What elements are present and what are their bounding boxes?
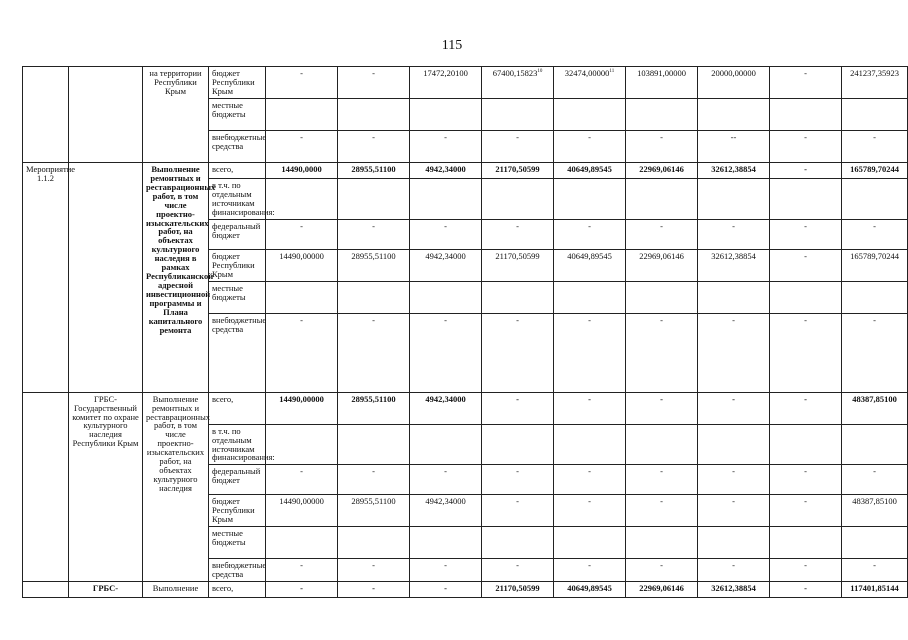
year-value-cell <box>266 179 338 220</box>
total-value-cell <box>842 495 908 527</box>
cell-value: 14490,00000 <box>279 496 324 507</box>
cell-value: 17472,20100 <box>423 68 468 78</box>
cell-value: - <box>300 220 303 231</box>
year-value-cell <box>482 465 554 495</box>
cell-value: - <box>804 164 807 174</box>
year-value-cell <box>698 559 770 582</box>
year-value-cell <box>626 219 698 249</box>
year-value-cell <box>266 99 338 131</box>
funding-source-cell: всего, <box>209 163 266 179</box>
year-value-cell <box>626 559 698 582</box>
year-value-cell <box>338 313 410 392</box>
cell-value: - <box>804 496 807 507</box>
cell-value: 117401,85144 <box>850 583 899 594</box>
year-value-cell <box>410 559 482 582</box>
year-value-cell <box>698 392 770 424</box>
table-row <box>23 392 908 424</box>
cell-value: -- <box>730 132 737 142</box>
cell-value: - <box>732 314 735 325</box>
year-value-cell <box>554 131 626 163</box>
total-value-cell <box>842 313 908 392</box>
cell-value: 28955,51100 <box>351 250 396 261</box>
year-value-cell <box>482 582 554 598</box>
year-value-cell <box>770 99 842 131</box>
cell-value: 40649,89545 <box>567 164 612 174</box>
cell-value: 48387,85100 <box>852 496 897 507</box>
year-value-cell <box>626 495 698 527</box>
year-value-cell <box>266 559 338 582</box>
year-value-cell <box>554 67 626 99</box>
cell-value: 14490,0000 <box>281 164 322 174</box>
year-value-cell <box>338 219 410 249</box>
year-value-cell <box>482 424 554 465</box>
cell-value: 165789,70244 <box>850 164 899 174</box>
year-value-cell <box>338 131 410 163</box>
year-value-cell <box>338 179 410 220</box>
year-value-cell <box>482 219 554 249</box>
year-value-cell <box>626 163 698 179</box>
cell-value: 4942,34000 <box>425 250 466 261</box>
year-value-cell <box>770 495 842 527</box>
cell-value: - <box>300 132 303 142</box>
year-value-cell <box>482 313 554 392</box>
funding-source-cell: в т.ч. по отдельным источникам финансирования: <box>209 179 266 220</box>
year-value-cell <box>770 424 842 465</box>
cell-value: 21170,50599 <box>495 164 540 174</box>
cell-value: 22969,06146 <box>639 164 684 174</box>
funding-source-cell: в т.ч. по отдельным источникам финансирования: <box>209 424 266 465</box>
year-value-cell <box>626 465 698 495</box>
year-value-cell <box>266 219 338 249</box>
year-value-cell <box>770 392 842 424</box>
year-value-cell <box>698 527 770 559</box>
year-value-cell <box>770 527 842 559</box>
year-value-cell <box>698 582 770 598</box>
cell-value: - <box>516 220 519 231</box>
funding-source-cell: федеральный бюджет <box>209 465 266 495</box>
year-value-cell <box>482 67 554 99</box>
year-value-cell <box>554 219 626 249</box>
year-value-cell <box>770 559 842 582</box>
year-value-cell <box>626 392 698 424</box>
cell-value: 67400,15823 <box>492 68 538 78</box>
year-value-cell <box>338 99 410 131</box>
cell-value: - <box>516 314 519 325</box>
footnote-mark: 11 <box>609 69 615 75</box>
cell-value: - <box>804 132 807 142</box>
cell-value: 241237,35923 <box>850 68 899 78</box>
budget-table <box>22 66 908 598</box>
year-value-cell <box>410 179 482 220</box>
cell-value: - <box>444 132 447 142</box>
year-value-cell <box>626 249 698 281</box>
cell-value: - <box>372 314 375 325</box>
table-row <box>23 163 908 179</box>
cell-value: - <box>444 466 447 477</box>
cell-value: - <box>732 220 735 231</box>
year-value-cell <box>410 495 482 527</box>
cell-value: 32612,38854 <box>711 250 756 261</box>
cell-value: 22969,06146 <box>639 250 684 261</box>
cell-value: 32474,00000 <box>564 68 610 78</box>
year-value-cell <box>338 495 410 527</box>
cell-value: 14490,00000 <box>279 393 324 404</box>
cell-value: 40649,89545 <box>567 250 612 261</box>
cell-value: - <box>444 220 447 231</box>
year-value-cell <box>266 249 338 281</box>
year-value-cell <box>770 582 842 598</box>
cell-value: - <box>660 220 663 231</box>
year-value-cell <box>554 582 626 598</box>
year-value-cell <box>698 219 770 249</box>
cell-value: - <box>873 132 876 142</box>
year-value-cell <box>338 392 410 424</box>
cell-value: 32612,38854 <box>711 164 756 174</box>
cell-value: - <box>300 583 303 594</box>
cell-value: 103891,00000 <box>637 68 686 78</box>
funding-source-cell: всего, <box>209 392 266 424</box>
year-value-cell <box>410 281 482 313</box>
year-value-cell <box>554 465 626 495</box>
year-value-cell <box>482 559 554 582</box>
cell-value: - <box>660 560 663 571</box>
responsible-cell <box>69 67 143 163</box>
cell-value: - <box>300 68 303 78</box>
cell-value: - <box>588 220 591 231</box>
footnote-mark: 10 <box>537 69 543 75</box>
year-value-cell <box>266 527 338 559</box>
cell-value: - <box>588 132 591 142</box>
cell-value: 22969,06146 <box>639 583 684 594</box>
measure-name-cell: на территории Республики Крым <box>143 67 209 163</box>
year-value-cell <box>626 179 698 220</box>
cell-value: 21170,50599 <box>495 250 540 261</box>
funding-source-cell: внебюджетные средства <box>209 559 266 582</box>
year-value-cell <box>626 131 698 163</box>
cell-value: - <box>372 466 375 477</box>
cell-value: 4942,34000 <box>425 496 466 507</box>
total-value-cell <box>842 392 908 424</box>
year-value-cell <box>266 163 338 179</box>
year-value-cell <box>410 249 482 281</box>
year-value-cell <box>338 559 410 582</box>
cell-value: 165789,70244 <box>850 250 899 261</box>
total-value-cell <box>842 559 908 582</box>
funding-source-cell: бюджет Республики Крым <box>209 67 266 99</box>
year-value-cell <box>482 179 554 220</box>
cell-value: - <box>804 68 807 78</box>
year-value-cell <box>338 424 410 465</box>
cell-value: - <box>444 583 447 594</box>
total-value-cell <box>842 179 908 220</box>
year-value-cell <box>338 249 410 281</box>
year-value-cell <box>698 313 770 392</box>
measure-number-cell <box>23 67 69 163</box>
year-value-cell <box>266 281 338 313</box>
total-value-cell <box>842 163 908 179</box>
year-value-cell <box>338 527 410 559</box>
cell-value: 4942,34000 <box>425 164 466 174</box>
year-value-cell <box>410 67 482 99</box>
year-value-cell <box>482 131 554 163</box>
cell-value: 32612,38854 <box>711 583 756 594</box>
total-value-cell <box>842 281 908 313</box>
year-value-cell <box>554 99 626 131</box>
cell-value: - <box>660 393 663 404</box>
year-value-cell <box>554 163 626 179</box>
cell-value: - <box>372 220 375 231</box>
measure-name-cell: Выполнение <box>143 582 209 598</box>
cell-value: - <box>516 466 519 477</box>
total-value-cell <box>842 219 908 249</box>
year-value-cell <box>482 495 554 527</box>
year-value-cell <box>266 67 338 99</box>
funding-source-cell: местные бюджеты <box>209 281 266 313</box>
measure-name-cell: Выполнение ремонтных и реставрационных работ, в том числе проектно-изыскательских работ, на объектах культурного наследия в рамках Республиканской адресной инвестиционной программы и Плана капитального ремонта <box>143 163 209 393</box>
cell-value: 40649,89545 <box>567 583 612 594</box>
year-value-cell <box>338 67 410 99</box>
total-value-cell <box>842 582 908 598</box>
cell-value: - <box>516 393 519 404</box>
cell-value: - <box>804 466 807 477</box>
year-value-cell <box>626 281 698 313</box>
year-value-cell <box>554 424 626 465</box>
cell-value: - <box>660 466 663 477</box>
responsible-cell: ГРБС- <box>69 582 143 598</box>
year-value-cell <box>626 313 698 392</box>
year-value-cell <box>626 99 698 131</box>
year-value-cell <box>626 424 698 465</box>
cell-value: 20000,00000 <box>711 68 756 78</box>
cell-value: - <box>804 393 807 404</box>
year-value-cell <box>482 527 554 559</box>
year-value-cell <box>698 465 770 495</box>
year-value-cell <box>770 67 842 99</box>
total-value-cell <box>842 99 908 131</box>
cell-value: 28955,51100 <box>351 164 396 174</box>
year-value-cell <box>266 392 338 424</box>
year-value-cell <box>410 424 482 465</box>
total-value-cell <box>842 67 908 99</box>
cell-value: - <box>372 560 375 571</box>
cell-value: - <box>444 314 447 325</box>
funding-source-cell: местные бюджеты <box>209 527 266 559</box>
cell-value: 48387,85100 <box>852 393 897 404</box>
cell-value: - <box>732 560 735 571</box>
year-value-cell <box>626 67 698 99</box>
year-value-cell <box>266 495 338 527</box>
cell-value: - <box>873 560 876 571</box>
cell-value: - <box>516 560 519 571</box>
year-value-cell <box>338 465 410 495</box>
year-value-cell <box>626 582 698 598</box>
year-value-cell <box>554 179 626 220</box>
cell-value: - <box>372 132 375 142</box>
year-value-cell <box>266 465 338 495</box>
cell-value: - <box>300 560 303 571</box>
funding-source-cell: местные бюджеты <box>209 99 266 131</box>
year-value-cell <box>410 582 482 598</box>
table-body <box>23 67 908 598</box>
measure-number-cell <box>23 392 69 582</box>
cell-value: - <box>732 393 735 404</box>
measure-number-cell <box>23 582 69 598</box>
year-value-cell <box>770 249 842 281</box>
year-value-cell <box>698 179 770 220</box>
year-value-cell <box>770 281 842 313</box>
cell-value: - <box>588 560 591 571</box>
responsible-cell: ГРБС-Государственный комитет по охране культурного наследия Республики Крым <box>69 392 143 582</box>
total-value-cell <box>842 465 908 495</box>
year-value-cell <box>698 249 770 281</box>
cell-value: - <box>873 220 876 231</box>
year-value-cell <box>770 163 842 179</box>
cell-value: - <box>732 496 735 507</box>
cell-value: - <box>588 314 591 325</box>
year-value-cell <box>410 163 482 179</box>
cell-value: - <box>732 466 735 477</box>
cell-value: - <box>588 466 591 477</box>
year-value-cell <box>554 559 626 582</box>
year-value-cell <box>266 313 338 392</box>
year-value-cell <box>410 465 482 495</box>
year-value-cell <box>698 495 770 527</box>
measure-number-cell: Мероприятие 1.1.2 <box>23 163 69 393</box>
year-value-cell <box>554 313 626 392</box>
cell-value: - <box>804 560 807 571</box>
cell-value: - <box>660 132 663 142</box>
table-row <box>23 582 908 598</box>
cell-value: - <box>804 583 807 594</box>
funding-source-cell: внебюджетные средства <box>209 131 266 163</box>
cell-value: - <box>588 393 591 404</box>
cell-value: - <box>804 250 807 261</box>
cell-value: 28955,51100 <box>351 393 396 404</box>
year-value-cell <box>338 281 410 313</box>
year-value-cell <box>698 424 770 465</box>
year-value-cell <box>338 163 410 179</box>
year-value-cell <box>266 424 338 465</box>
table-row <box>23 67 908 99</box>
cell-value: - <box>660 496 663 507</box>
funding-source-cell: федеральный бюджет <box>209 219 266 249</box>
year-value-cell <box>698 281 770 313</box>
year-value-cell <box>554 392 626 424</box>
cell-value: - <box>516 496 519 507</box>
total-value-cell <box>842 131 908 163</box>
year-value-cell <box>554 249 626 281</box>
cell-value: - <box>372 583 375 594</box>
year-value-cell <box>770 131 842 163</box>
funding-source-cell: бюджет Республики Крым <box>209 249 266 281</box>
cell-value: - <box>873 466 876 477</box>
year-value-cell <box>698 99 770 131</box>
cell-value: - <box>804 220 807 231</box>
cell-value: 14490,00000 <box>279 250 324 261</box>
funding-source-cell: всего, <box>209 582 266 598</box>
year-value-cell <box>482 99 554 131</box>
year-value-cell <box>698 67 770 99</box>
year-value-cell <box>554 281 626 313</box>
year-value-cell <box>410 131 482 163</box>
cell-value: - <box>873 314 876 325</box>
year-value-cell <box>410 313 482 392</box>
year-value-cell <box>554 527 626 559</box>
cell-value: - <box>660 314 663 325</box>
cell-value: 21170,50599 <box>495 583 540 594</box>
year-value-cell <box>410 392 482 424</box>
cell-value: - <box>516 132 519 142</box>
year-value-cell <box>626 527 698 559</box>
total-value-cell <box>842 527 908 559</box>
measure-name-cell: Выполнение ремонтных и реставрационных работ, в том числе проектно-изыскательских работ, на объектах культурного наследия <box>143 392 209 582</box>
year-value-cell <box>482 163 554 179</box>
year-value-cell <box>770 179 842 220</box>
year-value-cell <box>698 131 770 163</box>
cell-value: 28955,51100 <box>351 496 396 507</box>
total-value-cell <box>842 424 908 465</box>
year-value-cell <box>770 219 842 249</box>
year-value-cell <box>770 313 842 392</box>
cell-value: - <box>300 466 303 477</box>
year-value-cell <box>266 582 338 598</box>
year-value-cell <box>482 392 554 424</box>
year-value-cell <box>338 582 410 598</box>
year-value-cell <box>698 163 770 179</box>
year-value-cell <box>410 99 482 131</box>
funding-source-cell: внебюджетные средства <box>209 313 266 392</box>
year-value-cell <box>410 219 482 249</box>
year-value-cell <box>266 131 338 163</box>
cell-value: - <box>372 68 375 78</box>
cell-value: - <box>444 560 447 571</box>
cell-value: 4942,34000 <box>425 393 466 404</box>
year-value-cell <box>482 249 554 281</box>
page-number: 115 <box>441 38 463 53</box>
year-value-cell <box>770 465 842 495</box>
responsible-cell <box>69 163 143 393</box>
cell-value: - <box>300 314 303 325</box>
funding-source-cell: бюджет Республики Крым <box>209 495 266 527</box>
cell-value: - <box>804 314 807 325</box>
year-value-cell <box>482 281 554 313</box>
total-value-cell <box>842 249 908 281</box>
year-value-cell <box>410 527 482 559</box>
cell-value: - <box>588 496 591 507</box>
year-value-cell <box>554 495 626 527</box>
